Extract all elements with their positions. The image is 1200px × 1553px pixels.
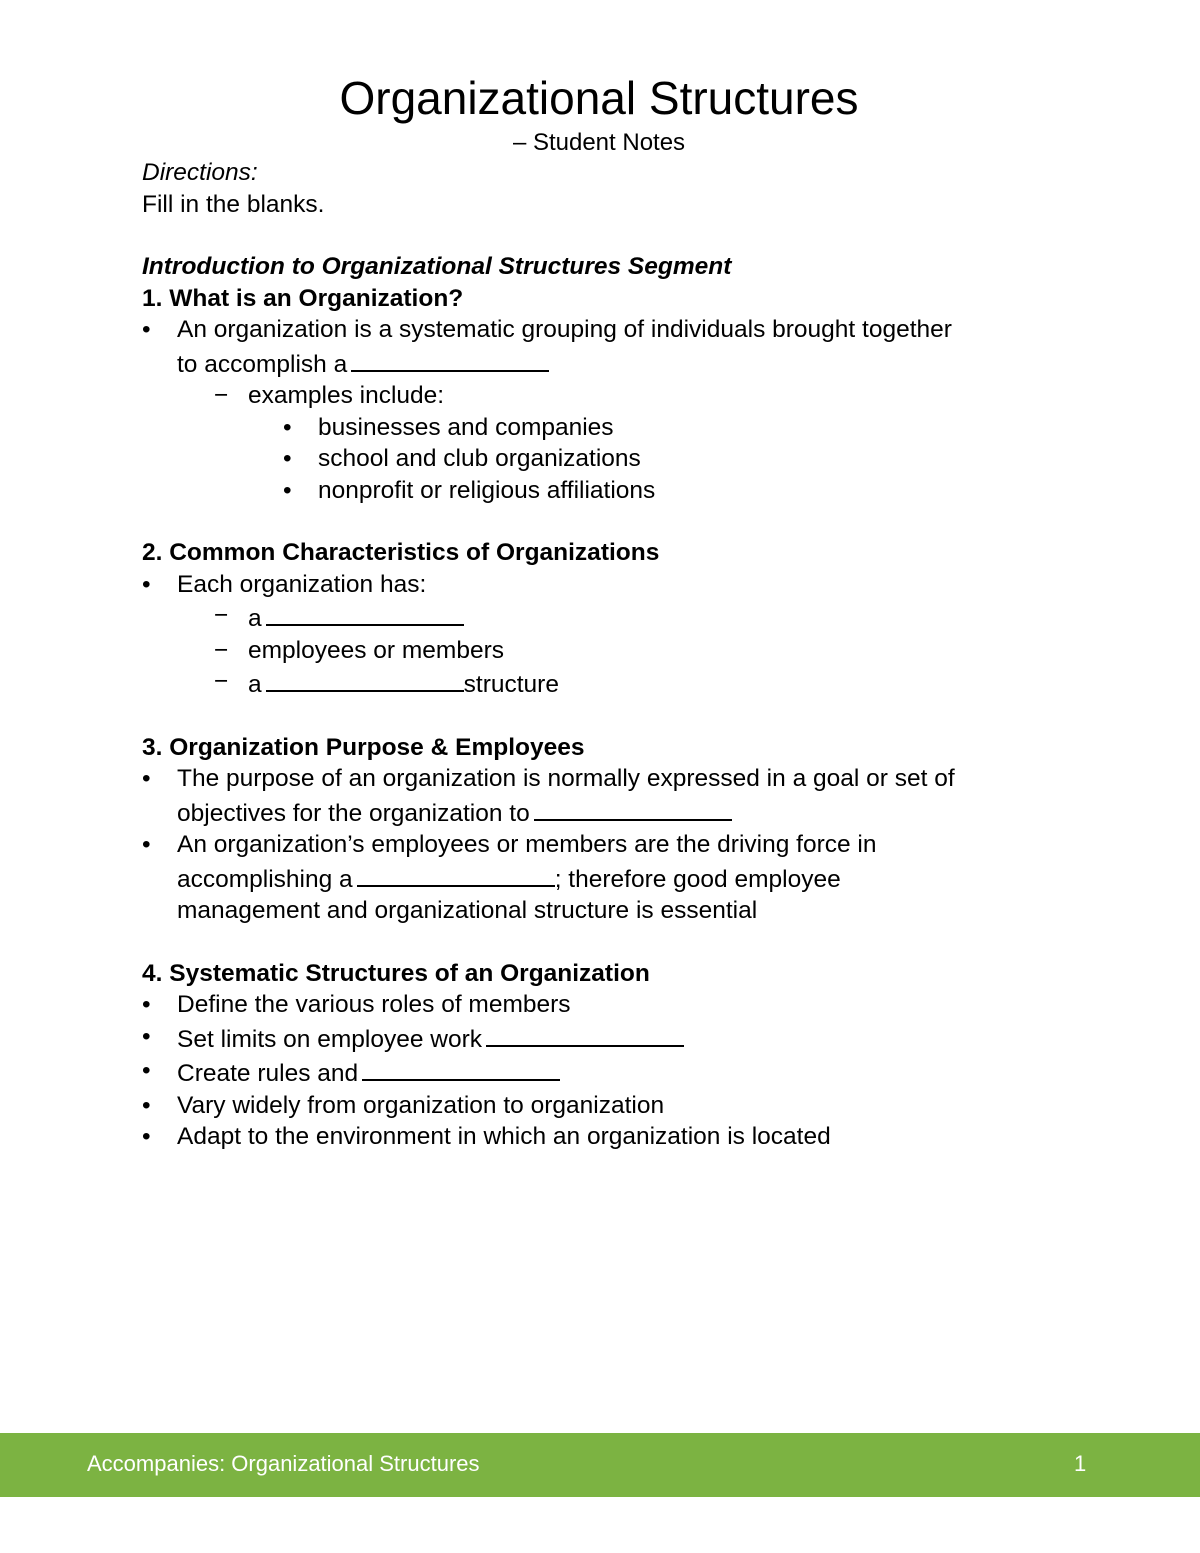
bullet-marker: • xyxy=(283,413,292,441)
bullet-marker: • xyxy=(283,476,292,504)
list-item: • Vary widely from organization to organization xyxy=(142,1090,1102,1122)
list-item: • The purpose of an organization is normally expressed in a goal or set of xyxy=(142,763,1102,795)
list-item: • businesses and companies xyxy=(142,412,1102,444)
list-item-continuation: management and organizational structure is essential xyxy=(177,897,758,924)
list-item: • Create rules and xyxy=(142,1055,1102,1090)
document-body xyxy=(142,157,1102,1153)
dash-marker: − xyxy=(214,602,229,629)
bullet-marker: • xyxy=(142,765,151,792)
footer-text: Accompanies: Organizational Structures xyxy=(87,1451,480,1476)
list-item: • Adapt to the environment in which an organization is located xyxy=(142,1121,1102,1153)
fill-in-blank[interactable] xyxy=(266,666,464,692)
fill-in-blank[interactable] xyxy=(534,795,732,821)
directions-text: Fill in the blanks. xyxy=(142,190,325,218)
page-number: 1 xyxy=(1074,1451,1087,1476)
list-item: • nonprofit or religious affiliations xyxy=(142,475,1102,507)
page-subtitle: – Student Notes xyxy=(512,129,686,156)
list-item: • school and club organizations xyxy=(142,443,1102,475)
directions-label: Directions: xyxy=(142,159,258,186)
list-item: • An organization’s employees or members are the driving force in xyxy=(142,829,1102,861)
bullet-marker: • xyxy=(142,1022,151,1050)
fill-in-blank[interactable] xyxy=(266,600,464,626)
list-item: • Each organization has: xyxy=(142,569,1102,601)
section-1-heading: 1. What is an Organization? xyxy=(142,284,464,312)
bullet-marker: • xyxy=(142,570,151,598)
list-item-continuation: to accomplish a xyxy=(142,346,1102,381)
dash-marker: − xyxy=(214,636,229,664)
bullet-marker: • xyxy=(142,316,151,343)
bullet-marker: • xyxy=(142,1123,151,1150)
list-item: − a structure xyxy=(214,668,559,698)
list-item: − a xyxy=(142,600,1102,635)
segment-title: Introduction to Organizational Structures Segment xyxy=(142,253,732,280)
fill-in-blank[interactable] xyxy=(351,346,549,372)
page-title: Organizational Structures xyxy=(339,72,859,124)
list-item: • Define the various roles of members xyxy=(142,989,1102,1021)
list-item: − employees or members xyxy=(142,635,1102,667)
bullet-marker: • xyxy=(283,445,292,472)
dash-marker: − xyxy=(214,668,229,695)
bullet-marker: • xyxy=(142,831,151,858)
list-item: • An organization is a systematic grouping of individuals brought together xyxy=(142,314,1102,346)
section-2-heading: 2. Common Characteristics of Organizations xyxy=(142,539,660,566)
list-item: • Set limits on employee work xyxy=(142,1021,1102,1056)
bullet-marker: • xyxy=(142,1091,151,1119)
fill-in-blank[interactable] xyxy=(362,1055,560,1081)
bullet-marker: • xyxy=(142,991,151,1018)
fill-in-blank[interactable] xyxy=(486,1021,684,1047)
list-item-continuation: objectives for the organization to xyxy=(142,795,1102,830)
list-item: − examples include: xyxy=(142,380,1102,412)
dash-marker: − xyxy=(214,382,229,409)
list-item-continuation: accomplishing a ; therefore good employee xyxy=(142,861,1102,896)
section-4-heading: 4. Systematic Structures of an Organization xyxy=(142,959,650,987)
fill-in-blank[interactable] xyxy=(357,861,555,887)
section-3-heading: 3. Organization Purpose & Employees xyxy=(142,733,585,761)
footer-bar xyxy=(0,1433,1200,1497)
bullet-marker: • xyxy=(142,1057,151,1084)
